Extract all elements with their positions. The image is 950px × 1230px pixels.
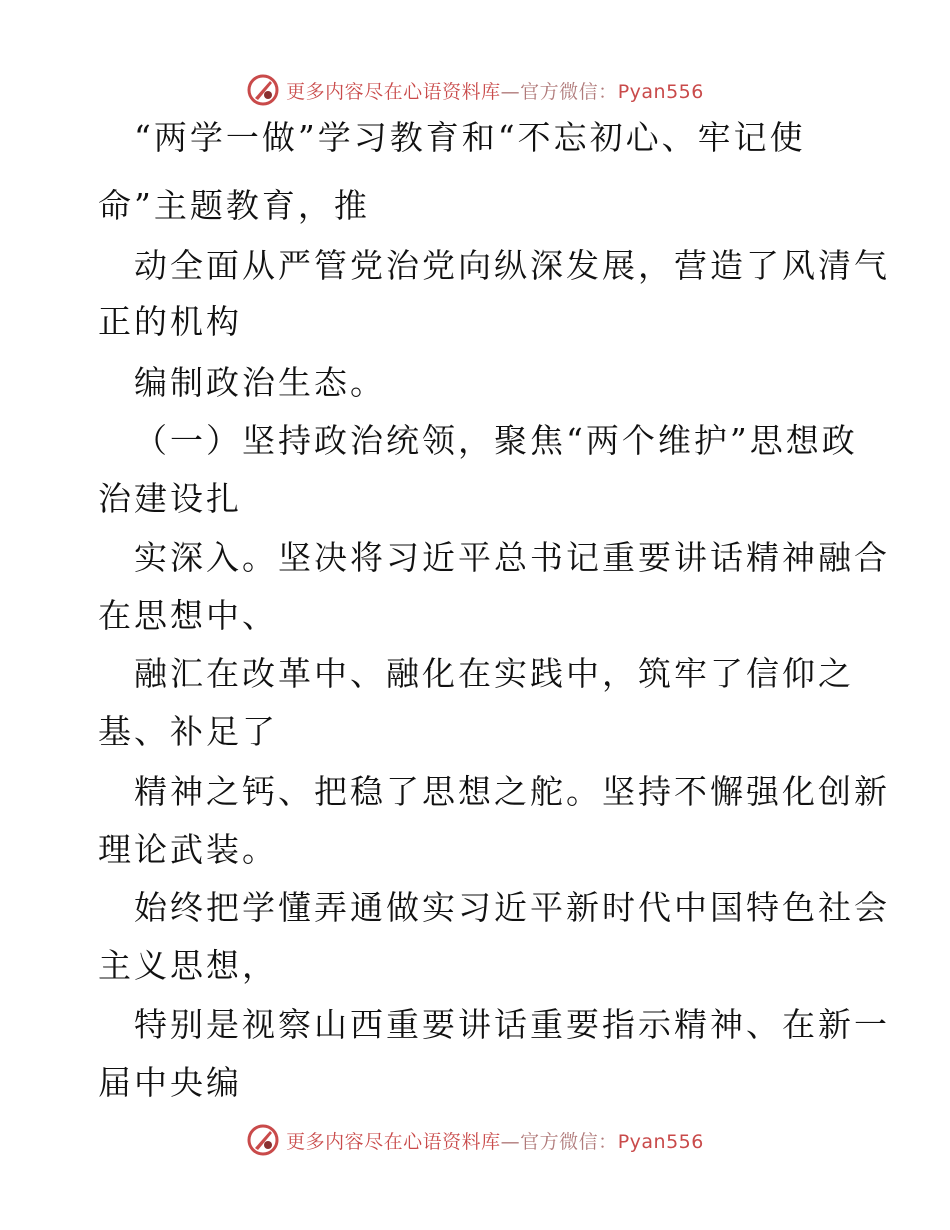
header-text <box>286 77 704 104</box>
text-line: 理论武装。 <box>98 830 278 869</box>
footer-wechat-id: Pyan556 <box>617 1130 704 1153</box>
footer-official: 官方微信： <box>520 1130 618 1153</box>
text-line: 实深入。坚决将习近平总书记重要讲话精神融合 <box>134 538 890 577</box>
text-line: （一）坚持政治统领，聚焦“两个维护”思想政 <box>134 421 858 460</box>
quill-logo-icon <box>246 1123 280 1157</box>
footer-text <box>286 1127 704 1154</box>
footer-brand: 更多内容尽在心语资料库 <box>286 1130 501 1153</box>
header-official: 官方微信： <box>520 80 618 103</box>
text-line: “两学一做”学习教育和“不忘初心、牢记使 <box>134 118 806 157</box>
header-wechat-id: Pyan556 <box>617 80 704 103</box>
text-line: 主义思想， <box>98 946 278 985</box>
footer-separator: — <box>500 1130 521 1153</box>
text-line: 治建设扎 <box>98 479 242 518</box>
text-line: 特别是视察山西重要讲话重要指示精神、在新一 <box>134 1005 890 1044</box>
footer-banner <box>0 1120 950 1160</box>
header-separator: — <box>500 80 521 103</box>
text-line: 始终把学懂弄通做实习近平新时代中国特色社会 <box>134 888 890 927</box>
text-line: 命”主题教育，推 <box>98 186 370 225</box>
header-banner <box>0 70 950 110</box>
text-line: 精神之钙、把稳了思想之舵。坚持不懈强化创新 <box>134 772 890 811</box>
text-line: 融汇在改革中、融化在实践中，筑牢了信仰之 <box>134 654 854 693</box>
text-line: 基、补足了 <box>98 712 278 751</box>
text-line: 正的机构 <box>98 302 242 341</box>
quill-logo-icon <box>246 73 280 107</box>
text-line: 动全面从严管党治党向纵深发展，营造了风清气 <box>134 246 890 285</box>
text-line: 届中央编 <box>98 1063 242 1102</box>
text-line: 编制政治生态。 <box>134 363 386 402</box>
text-line: 在思想中、 <box>98 596 278 635</box>
header-brand: 更多内容尽在心语资料库 <box>286 80 501 103</box>
